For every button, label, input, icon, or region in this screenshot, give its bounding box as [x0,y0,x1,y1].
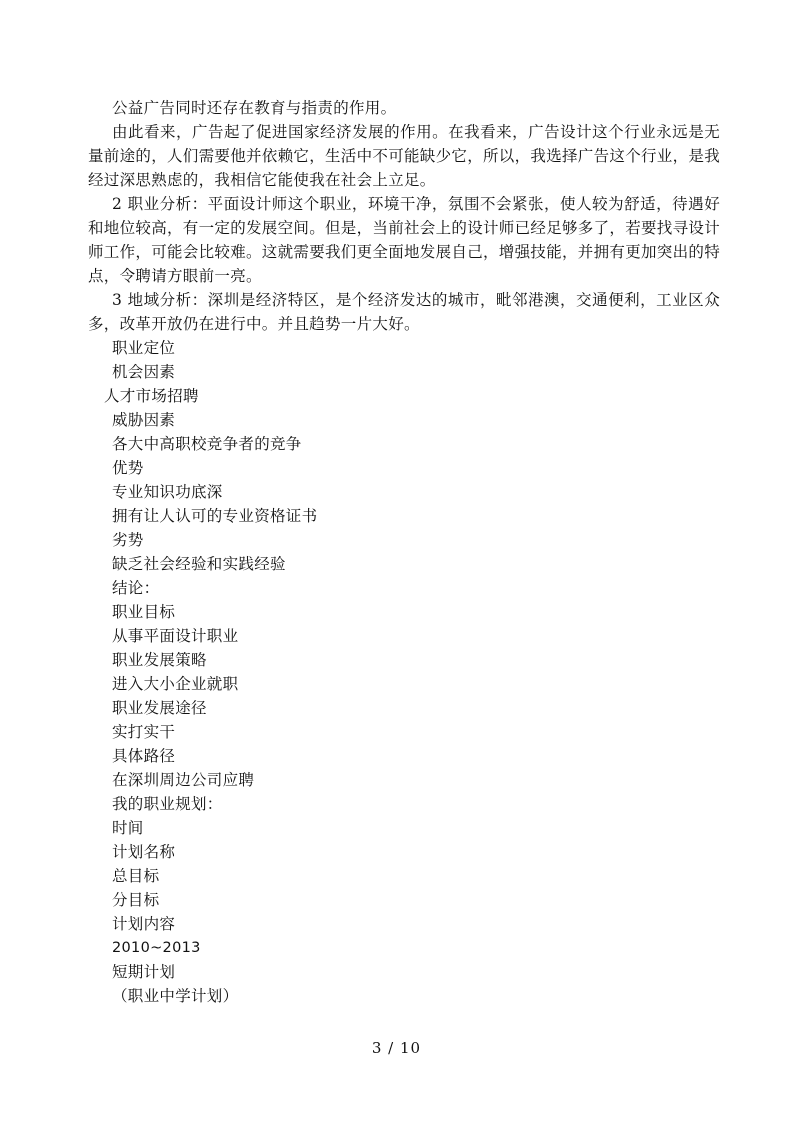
line-career-goal: 职业目标 [112,603,176,621]
line-development-path: 职业发展途径 [112,699,207,717]
line-weaknesses: 劣势 [112,531,144,549]
line-sub-goals: 分目标 [112,891,160,909]
line-professional-knowledge: 专业知识功底深 [112,483,223,501]
line-my-career-plan: 我的职业规划： [112,795,223,813]
line-overall-goal: 总目标 [112,867,160,885]
line-join-companies: 进入大小企业就职 [112,675,239,693]
line-plan-content: 计划内容 [112,915,176,933]
line-graphic-design-career: 从事平面设计职业 [112,627,239,645]
line-apply-shenzhen: 在深圳周边公司应聘 [112,771,255,789]
line-short-term-plan: 短期计划 [112,963,176,981]
paragraph-conclusion-ads: 由此看来，广告起了促进国家经济发展的作用。在我看来，广告设计这个行业永远是无量前途的，人们需要他并依赖它，生活中不可能缺少它，所以，我选择广告这个行业，是我经过深思熟虑的，我相信它能使我在社会上立足。 [88,123,721,189]
page-number: 3 / 10 [371,1039,422,1057]
line-plan-name: 计划名称 [112,843,176,861]
paragraph-public-ads: 公益广告同时还存在教育与指责的作用。 [112,99,397,117]
line-certificates: 拥有让人认可的专业资格证书 [112,507,318,525]
paragraph-career-analysis: 2 职业分析：平面设计师这个职业，环境干净，氛围不会紧张，使人较为舒适，待遇好和地位较高，有一定的发展空间。但是，当前社会上的设计师已经足够多了，若要找寻设计师工作，可能会比较难。这就需要我们更全面地发展自己，增强技能，并拥有更加突出的特点，令聘请方眼前一亮。 [88,195,721,285]
line-opportunity-factors: 机会因素 [112,363,176,381]
line-time: 时间 [112,819,144,837]
line-vocational-school-plan: （职业中学计划） [112,987,239,1005]
paragraph-region-analysis: 3 地域分析：深圳是经济特区，是个经济发达的城市，毗邻港澳，交通便利，工业区众多，改革开放仍在进行中。并且趋势一片大好。 [88,291,720,333]
line-talent-market: 人才市场招聘 [104,387,199,405]
line-career-positioning: 职业定位 [112,339,176,357]
line-strengths: 优势 [112,459,144,477]
line-conclusion: 结论： [112,579,160,597]
line-lack-experience: 缺乏社会经验和实践经验 [112,555,286,573]
line-specific-path: 具体路径 [112,747,176,765]
line-school-competition: 各大中高职校竞争者的竞争 [112,435,302,453]
line-threat-factors: 威胁因素 [112,411,176,429]
line-development-strategy: 职业发展策略 [112,651,207,669]
line-year-range: 2010~2013 [112,940,201,956]
line-hard-work: 实打实干 [112,723,176,741]
